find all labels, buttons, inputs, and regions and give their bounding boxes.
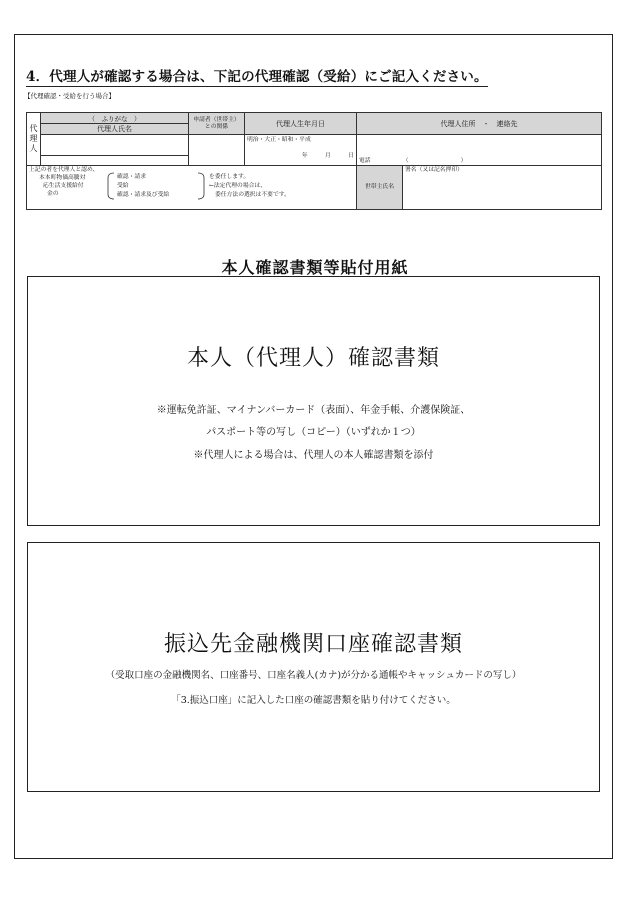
bank-account-document-line-2: 「3.振込口座」に記入した口座の確認書類を貼り付けてください。: [171, 695, 456, 706]
consent-right-2: ←法定代理の場合は、: [209, 183, 267, 189]
consent-option-3[interactable]: 確認・請求及び受給: [117, 192, 170, 198]
consent-option-1[interactable]: 確認・請求: [117, 174, 146, 180]
identity-document-line-1: ※運転免許証、マイナンバーカード（表面）、年金手帳、介護保険証、: [156, 405, 471, 416]
householder-label: 世帯主氏名: [357, 166, 403, 210]
section-4-title: 4．代理人が確認する場合は、下記の代理確認（受給）にご記入ください。: [26, 65, 488, 87]
proxy-table: [26, 112, 602, 210]
address-label: 代理人住所 ・ 連絡先: [357, 113, 602, 135]
bank-account-document-box: [27, 542, 600, 792]
attachment-sheet-title: 本人確認書類等貼付用紙: [221, 258, 409, 277]
name-label: 代理人氏名: [41, 124, 189, 135]
open-bracket-icon: [107, 172, 115, 200]
identity-document-box: [27, 276, 600, 526]
phone-label: 電話: [359, 158, 371, 164]
consent-right-1: を委任します。: [209, 174, 250, 180]
section-4-subtitle: 【代理確認・受給を行う場合】: [24, 92, 115, 100]
identity-document-line-2: パスポート等の写し（コピー）（いずれか１つ）: [206, 427, 421, 438]
relation-field[interactable]: [189, 135, 245, 166]
bank-account-document-heading: 振込先金融機関口座確認書類: [163, 632, 463, 657]
era-options: 明治・大正・昭和・平成: [247, 137, 311, 143]
dob-label: 代理人生年月日: [245, 113, 357, 135]
phone-paren: （ ）: [402, 158, 467, 164]
signature-label: 署名（又は記名押印）: [405, 167, 463, 173]
dob-field[interactable]: [245, 135, 357, 166]
close-bracket-icon: [197, 172, 205, 200]
identity-document-line-3: ※代理人による場合は、代理人の本人確認書類を添付: [193, 450, 434, 461]
consent-line-4: 金の: [47, 191, 59, 197]
consent-right-3: 委任方法の選択は不要です。: [215, 192, 290, 198]
consent-line-1: 上記の者を代理人と認め、: [29, 167, 99, 173]
proxy-name-field[interactable]: [41, 135, 189, 166]
proxy-side-label: 代 理 人: [27, 113, 41, 166]
relation-label: 申請者（世帯主）との関係: [189, 113, 245, 135]
furigana-label: （ ふりがな ）: [41, 113, 189, 124]
identity-document-heading: 本人（代理人）確認書類: [186, 346, 440, 371]
address-field[interactable]: [357, 135, 602, 166]
consent-line-2: 本本町物価高騰対: [39, 175, 86, 181]
ymd-label: 年 月 日: [301, 153, 354, 159]
consent-option-2[interactable]: 受給: [117, 183, 129, 189]
signature-field[interactable]: [403, 166, 602, 210]
bank-account-document-line-1: （受取口座の金融機関名、口座番号、口座名義人(カナ)が分かる通帳やキャッシュカードの写し）: [105, 670, 522, 681]
consent-line-3: 応生活支援給付: [43, 183, 84, 189]
consent-cell: [27, 166, 357, 210]
furigana-field[interactable]: [41, 144, 188, 156]
